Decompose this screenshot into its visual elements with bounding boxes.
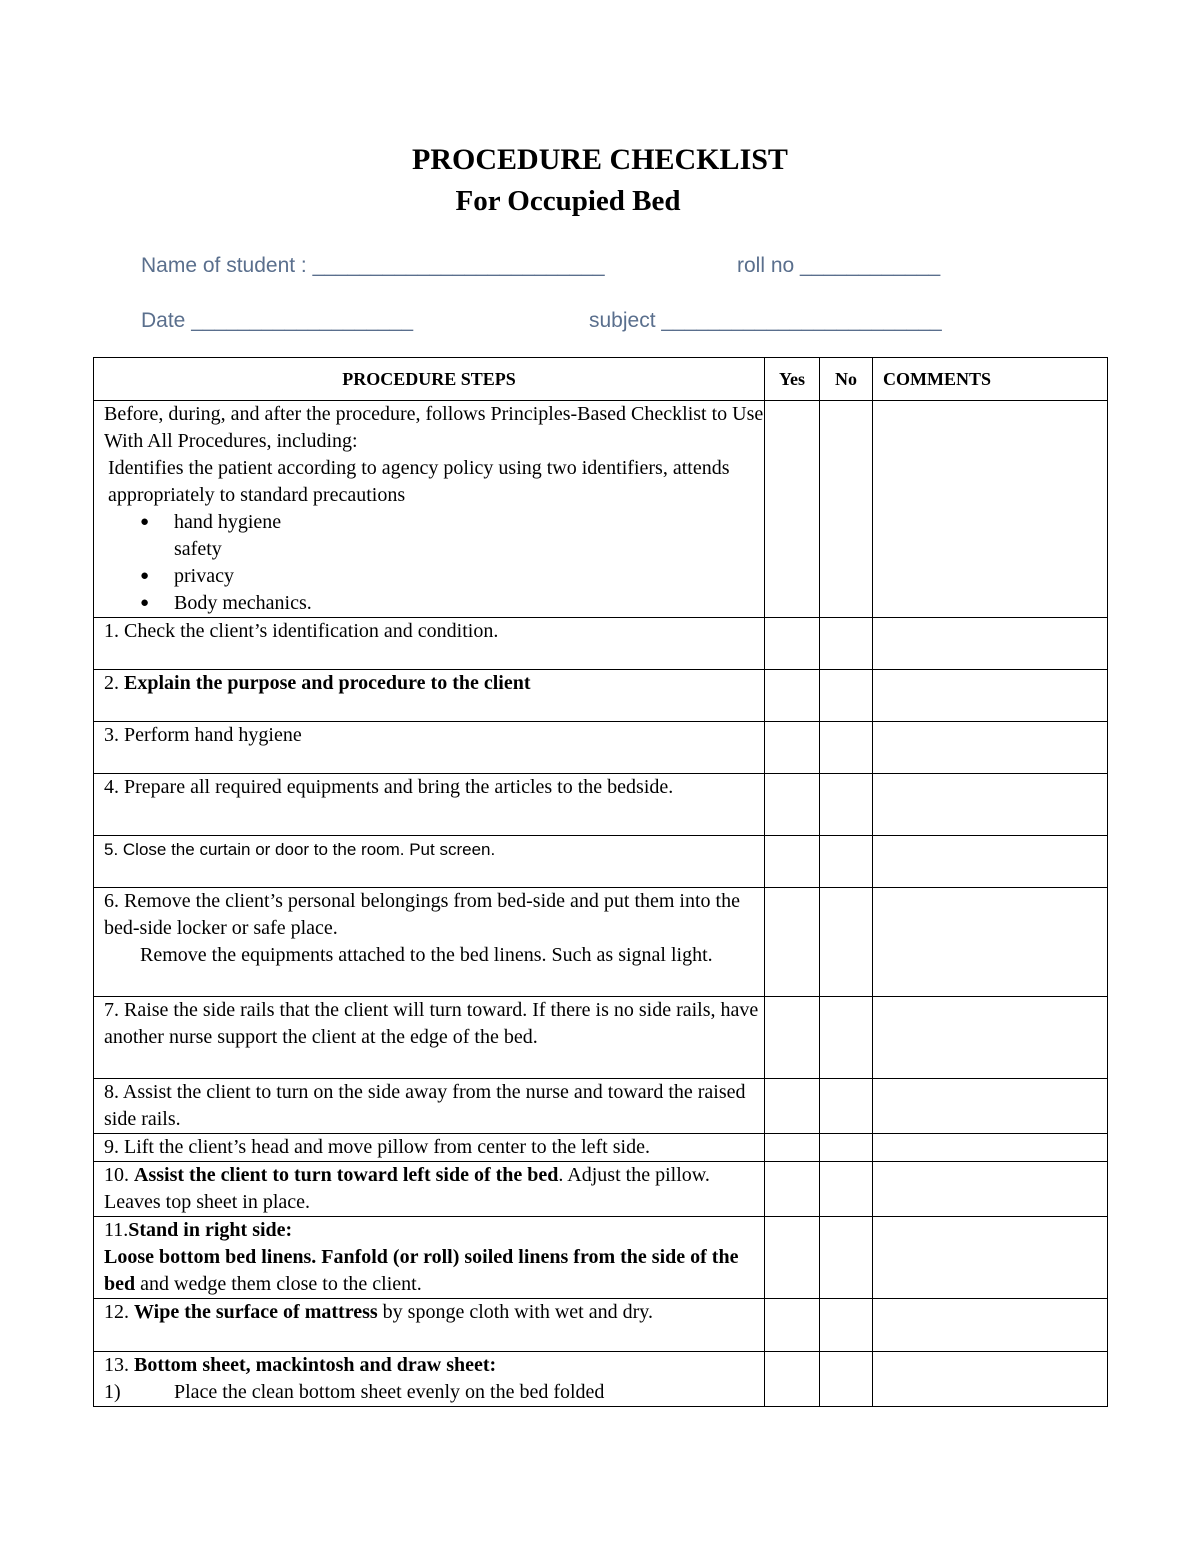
table-row — [94, 888, 1108, 997]
step-cell-9: 9. Lift the client’s head and move pillow from center to the left side. — [94, 1134, 765, 1162]
yes-checkbox-cell[interactable] — [765, 888, 820, 997]
yes-checkbox-cell[interactable] — [765, 1217, 820, 1299]
comments-cell[interactable] — [873, 1079, 1108, 1134]
table-row — [94, 836, 1108, 888]
table-row — [94, 670, 1108, 722]
header-comments: COMMENTS — [873, 358, 1108, 401]
comments-cell[interactable] — [873, 1162, 1108, 1217]
list-item: safety — [174, 538, 222, 560]
no-checkbox-cell[interactable] — [820, 1162, 873, 1217]
step-number: 2. — [104, 672, 119, 694]
table-header-row — [94, 358, 1108, 401]
comments-cell[interactable] — [873, 1352, 1108, 1407]
list-item: ● Body mechanics. — [174, 590, 764, 617]
step-cell-10 — [94, 1162, 765, 1217]
step-text-bold-2: Loose bottom bed linens. Fanfold (or roll) soiled linens from the side of the bed — [104, 1246, 739, 1295]
comments-cell[interactable] — [873, 722, 1108, 774]
comments-cell[interactable] — [873, 618, 1108, 670]
no-checkbox-cell[interactable] — [820, 1299, 873, 1352]
table-row — [94, 1134, 1108, 1162]
step-number: 13. — [104, 1354, 129, 1376]
no-checkbox-cell[interactable] — [820, 888, 873, 997]
table-row — [94, 774, 1108, 836]
step-text-bold: Bottom sheet, mackintosh and draw sheet: — [134, 1354, 497, 1376]
step-cell-6 — [94, 888, 765, 997]
header-procedure-steps: PROCEDURE STEPS — [94, 358, 765, 401]
sub-step-number: 1) — [104, 1381, 121, 1403]
no-checkbox-cell[interactable] — [820, 618, 873, 670]
comments-cell[interactable] — [873, 1134, 1108, 1162]
step-cell-11 — [94, 1217, 765, 1299]
step-text-bold: Stand in right side: — [128, 1219, 293, 1241]
yes-checkbox-cell[interactable] — [765, 1299, 820, 1352]
step-cell-7: 7. Raise the side rails that the client will turn toward. If there is no side rails, have another nurse support the client at the edge of the bed. — [94, 997, 765, 1079]
step-cell-intro — [94, 401, 765, 618]
comments-cell[interactable] — [873, 836, 1108, 888]
step-cell-2 — [94, 670, 765, 722]
table-row — [94, 997, 1108, 1079]
table-row — [94, 401, 1108, 618]
step-text: . Adjust the pillow. Leaves top sheet in place. — [104, 1164, 710, 1213]
table-row — [94, 1079, 1108, 1134]
yes-checkbox-cell[interactable] — [765, 1134, 820, 1162]
comments-cell[interactable] — [873, 997, 1108, 1079]
no-checkbox-cell[interactable] — [820, 1079, 873, 1134]
step-cell-4: 4. Prepare all required equipments and bring the articles to the bedside. — [94, 774, 765, 836]
step-text-2: Remove the equipments attached to the bed linens. Such as signal light. — [140, 944, 713, 966]
no-checkbox-cell[interactable] — [820, 774, 873, 836]
yes-checkbox-cell[interactable] — [765, 670, 820, 722]
yes-checkbox-cell[interactable] — [765, 1079, 820, 1134]
no-checkbox-cell[interactable] — [820, 722, 873, 774]
comments-cell[interactable] — [873, 774, 1108, 836]
student-name-field[interactable]: Name of student : _________________________ — [141, 254, 605, 277]
list-item: ● hand hygiene — [174, 509, 764, 536]
yes-checkbox-cell[interactable] — [765, 722, 820, 774]
step-cell-3: 3. Perform hand hygiene — [94, 722, 765, 774]
table-row — [94, 722, 1108, 774]
no-checkbox-cell[interactable] — [820, 836, 873, 888]
no-checkbox-cell[interactable] — [820, 1217, 873, 1299]
yes-checkbox-cell[interactable] — [765, 1162, 820, 1217]
step-text-bold: Wipe the surface of mattress — [134, 1301, 378, 1323]
yes-checkbox-cell[interactable] — [765, 1352, 820, 1407]
roll-no-field[interactable]: roll no ____________ — [737, 254, 941, 277]
date-field[interactable]: Date ___________________ — [141, 309, 414, 332]
step-text-bold: Assist the client to turn toward left side of the bed — [134, 1164, 559, 1186]
step-cell-13 — [94, 1352, 765, 1407]
table-row — [94, 1217, 1108, 1299]
comments-cell[interactable] — [873, 670, 1108, 722]
step-number: 11. — [104, 1219, 129, 1241]
page-title: PROCEDURE CHECKLIST — [412, 143, 788, 176]
step-text: and wedge them close to the client. — [135, 1273, 422, 1295]
procedure-checklist-table — [93, 357, 1108, 1407]
table-row — [94, 1299, 1108, 1352]
precautions-list — [104, 509, 764, 617]
step-text: Explain the purpose and procedure to the client — [124, 672, 531, 694]
no-checkbox-cell[interactable] — [820, 1352, 873, 1407]
table-row — [94, 618, 1108, 670]
yes-checkbox-cell[interactable] — [765, 774, 820, 836]
header-no: No — [820, 358, 873, 401]
page-subtitle: For Occupied Bed — [455, 185, 681, 217]
list-item: ● privacy — [174, 563, 764, 590]
yes-checkbox-cell[interactable] — [765, 401, 820, 618]
step-cell-8: 8. Assist the client to turn on the side away from the nurse and toward the raised side rails. — [94, 1079, 765, 1134]
no-checkbox-cell[interactable] — [820, 997, 873, 1079]
intro-text: Before, during, and after the procedure, follows Principles-Based Checklist to Use With All Procedures, including: — [104, 403, 764, 452]
no-checkbox-cell[interactable] — [820, 670, 873, 722]
yes-checkbox-cell[interactable] — [765, 618, 820, 670]
subject-field[interactable]: subject ________________________ — [589, 309, 942, 332]
sub-step-text: Place the clean bottom sheet evenly on the bed folded — [174, 1381, 605, 1403]
step-cell-12 — [94, 1299, 765, 1352]
step-number: 12. — [104, 1301, 129, 1323]
step-number: 10. — [104, 1164, 129, 1186]
yes-checkbox-cell[interactable] — [765, 997, 820, 1079]
table-row — [94, 1352, 1108, 1407]
no-checkbox-cell[interactable] — [820, 401, 873, 618]
table-row — [94, 1162, 1108, 1217]
step-cell-5: 5. Close the curtain or door to the room. Put screen. — [94, 836, 765, 888]
step-text: 6. Remove the client’s personal belongings from bed-side and put them into the bed-side locker or safe place. — [104, 890, 740, 939]
step-cell-1: 1. Check the client’s identification and condition. — [94, 618, 765, 670]
intro-text-2: Identifies the patient according to agency policy using two identifiers, attends appropriately to standard precautions — [108, 457, 730, 506]
yes-checkbox-cell[interactable] — [765, 836, 820, 888]
comments-cell[interactable] — [873, 888, 1108, 997]
no-checkbox-cell[interactable] — [820, 1134, 873, 1162]
comments-cell[interactable] — [873, 1299, 1108, 1352]
comments-cell[interactable] — [873, 401, 1108, 618]
comments-cell[interactable] — [873, 1217, 1108, 1299]
step-text: by sponge cloth with wet and dry. — [377, 1301, 653, 1323]
header-yes: Yes — [765, 358, 820, 401]
